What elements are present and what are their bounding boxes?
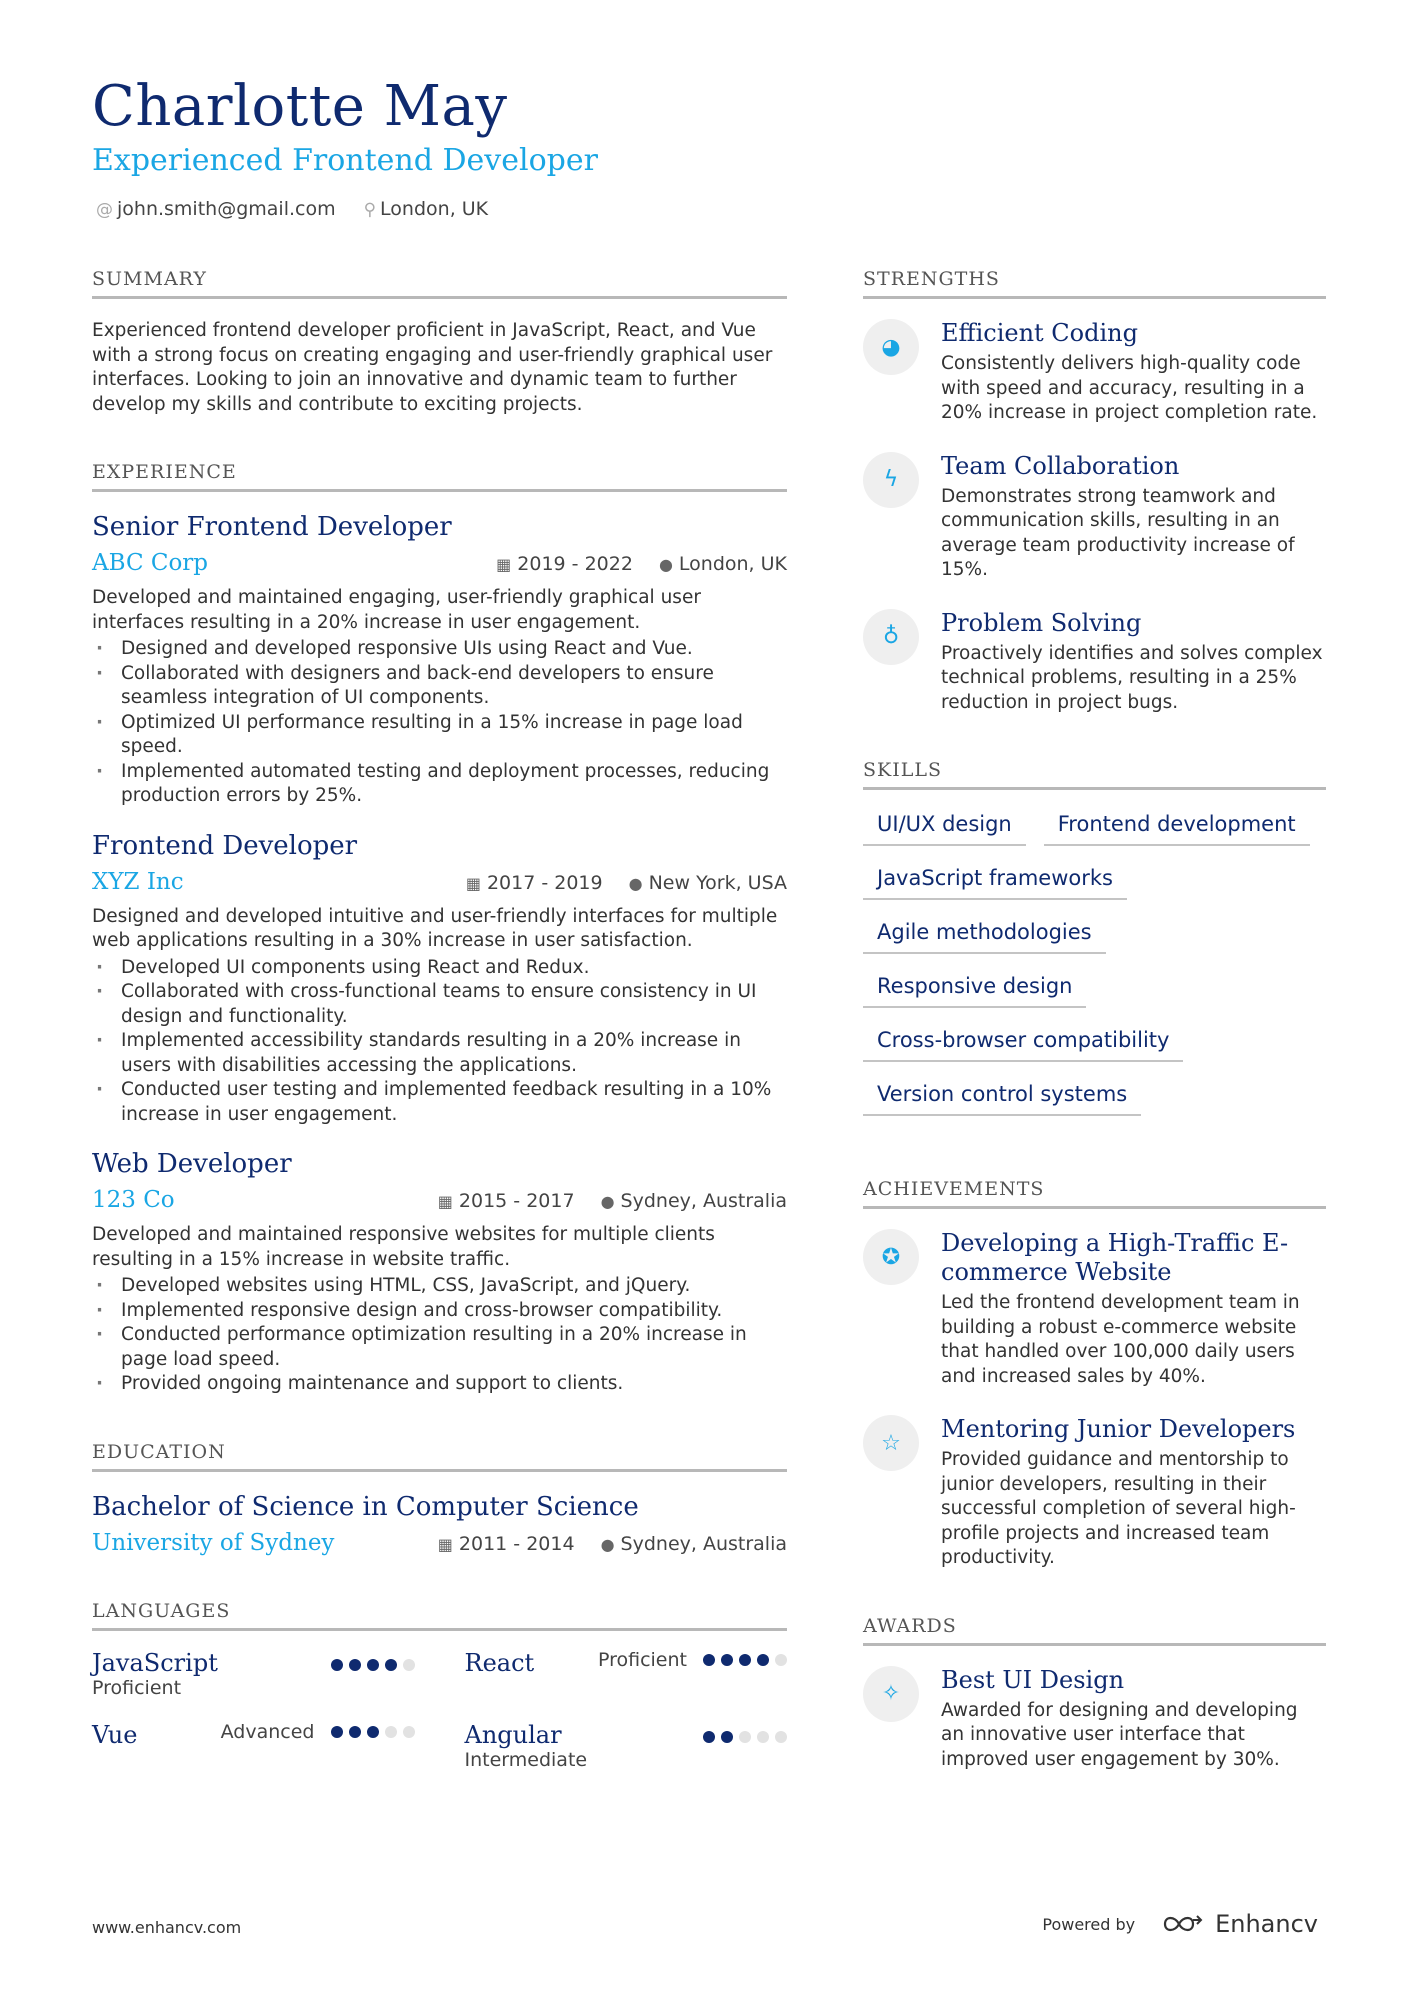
skill-tag: Version control systems [863, 1082, 1141, 1116]
location-pin-icon: ● [600, 1534, 615, 1554]
strength-text: Consistently delivers high-quality code with speed and accuracy, resulting in a 20% increase in project completion rate. [941, 353, 1318, 423]
job-bullet: · Optimized UI performance resulting in a 15% increase in page load speed. [92, 711, 787, 760]
achievement-body [941, 1229, 1326, 1389]
rating-dot-empty [757, 1731, 769, 1743]
star-icon: ☆ [863, 1415, 919, 1471]
job-location-wrap [659, 553, 787, 575]
rating-dot-filled [349, 1659, 361, 1671]
language-name: Angular [464, 1720, 562, 1749]
edu-location-wrap [601, 1533, 787, 1555]
job-bullet: · Developed websites using HTML, CSS, JavaScript, and jQuery. [92, 1274, 787, 1299]
education-section [92, 1441, 787, 1556]
job-bullet: · Implemented responsive design and cross-browser compatibility. [92, 1299, 787, 1324]
languages-heading: LANGUAGES [92, 1600, 787, 1631]
job-meta-row [92, 869, 787, 895]
rating-dot-filled [721, 1654, 733, 1666]
skill-tag: Cross-browser compatibility [863, 1028, 1183, 1062]
skill-tag: Agile methodologies [863, 920, 1106, 954]
job-meta-row [92, 1187, 787, 1213]
strength-title: Problem Solving [941, 608, 1142, 637]
location-pin-icon: ● [658, 555, 673, 574]
skills-list [863, 812, 1326, 1116]
location-pin-icon: ⚲ [363, 200, 377, 220]
job-title: Web Developer [92, 1149, 292, 1179]
awards-section [863, 1615, 1326, 1773]
achievement-text: Provided guidance and mentorship to junior developers, resulting in their successful completion of several high-profile projects and increased team productivity. [941, 1449, 1296, 1568]
education-dates: 2011 - 2014 [458, 1532, 575, 1555]
job-meta-row [92, 550, 787, 576]
calendar-icon: ▦ [465, 873, 481, 893]
candidate-name: Charlotte May [92, 74, 508, 139]
skill-tag: UI/UX design [863, 812, 1026, 846]
rating-dot-filled [385, 1659, 397, 1671]
language-level: Proficient [92, 1676, 182, 1699]
job-description: Developed and maintained engaging, user-friendly graphical user interfaces resulting in a 20% increase in user engagement. [92, 587, 701, 633]
skills-section [863, 759, 1326, 1116]
job-dates-wrap [438, 1190, 575, 1212]
job-entry [92, 512, 787, 809]
job-title: Frontend Developer [92, 830, 358, 861]
achievement-body [941, 1415, 1326, 1571]
job-bullet: · Collaborated with designers and back-end developers to ensure seamless integration of UI components. [92, 662, 787, 711]
job-description: Designed and developed intuitive and user-friendly interfaces for multiple web applications resulting in a 30% increase in user satisfaction. [92, 905, 778, 951]
language-level: Advanced [220, 1720, 315, 1743]
enhancv-logo-icon [1161, 1912, 1205, 1936]
language-item [465, 1649, 788, 1699]
strength-card [863, 609, 1326, 716]
right-column [863, 268, 1326, 1772]
summary-text: Experienced frontend developer proficient in JavaScript, React, and Vue with a strong focus on creating engaging and user-friendly graphical user interfaces. Looking to join an innovative and dynamic team to further develop my skills and contribute to exciting projects. [92, 320, 773, 415]
job-bullets [92, 1274, 787, 1397]
education-degree: Bachelor of Science in Computer Science [92, 1491, 639, 1522]
experience-heading: EXPERIENCE [92, 461, 787, 492]
candidate-role: Experienced Frontend Developer [92, 143, 598, 178]
job-meta [496, 553, 787, 575]
award-text: Awarded for designing and developing an innovative user interface that improved user engagement by 30%. [941, 1699, 1298, 1770]
rating-dot-filled [367, 1726, 379, 1738]
job-meta [466, 872, 787, 894]
job-dates: 2015 - 2017 [458, 1190, 575, 1212]
language-rating [331, 1659, 415, 1671]
language-name: JavaScript [92, 1648, 218, 1677]
brain-icon: ◕ [863, 319, 919, 375]
rating-dot-filled [721, 1731, 733, 1743]
brand-logo[interactable] [1161, 1910, 1318, 1938]
achievement-card [863, 1229, 1326, 1389]
job-description: Developed and maintained responsive websites for multiple clients resulting in a 15% increase in website traffic. [92, 1224, 715, 1270]
award-card [863, 1666, 1326, 1773]
calendar-icon: ▦ [437, 1192, 453, 1211]
achievement-title: Mentoring Junior Developers [941, 1415, 1296, 1443]
left-column [92, 268, 787, 1771]
job-bullet: · Implemented automated testing and deployment processes, reducing production errors by 25%. [92, 760, 787, 809]
rating-dot-empty [739, 1731, 751, 1743]
award-body [941, 1666, 1326, 1773]
at-icon: @ [96, 200, 113, 220]
award-title: Best UI Design [941, 1665, 1125, 1694]
skill-tag: Frontend development [1044, 812, 1310, 846]
footer-branding [1042, 1910, 1318, 1938]
contact-location [364, 198, 489, 220]
job-meta [438, 1190, 787, 1212]
edu-dates-wrap [438, 1533, 575, 1555]
language-rating [703, 1731, 787, 1743]
footer-website[interactable]: www.enhancv.com [92, 1918, 242, 1937]
skills-heading: SKILLS [863, 759, 1326, 790]
rating-dot-filled [703, 1654, 715, 1666]
calendar-icon: ▦ [437, 1534, 453, 1554]
rating-dot-empty [403, 1659, 415, 1671]
achievements-heading: ACHIEVEMENTS [863, 1178, 1326, 1209]
rating-dot-empty [385, 1726, 397, 1738]
job-bullet: · Conducted user testing and implemented feedback resulting in a 10% increase in user engagement. [92, 1078, 787, 1127]
company-name: 123 Co [92, 1187, 175, 1213]
rating-dot-empty [775, 1731, 787, 1743]
strength-body [941, 609, 1326, 716]
job-bullet: · Implemented accessibility standards resulting in a 20% increase in users with disabilities accessing the applications. [92, 1029, 787, 1078]
achievements-section [863, 1178, 1326, 1571]
education-school: University of Sydney [92, 1529, 335, 1556]
job-bullets [92, 637, 787, 809]
job-bullet: · Developed UI components using React and Redux. [92, 956, 787, 981]
job-bullets [92, 956, 787, 1128]
education-meta [438, 1533, 787, 1555]
language-inline [598, 1649, 787, 1671]
rating-dot-empty [403, 1726, 415, 1738]
job-dates: 2017 - 2019 [486, 871, 603, 894]
job-location-wrap [601, 1190, 787, 1212]
company-name: XYZ Inc [92, 868, 184, 895]
language-level: Intermediate [464, 1748, 588, 1771]
location-text: London, UK [380, 198, 489, 220]
contact-row [96, 198, 488, 220]
language-name: Vue [92, 1720, 138, 1749]
rating-dot-filled [331, 1726, 343, 1738]
rating-dot-filled [757, 1654, 769, 1666]
location-pin-icon: ● [600, 1192, 615, 1211]
job-bullet: · Conducted performance optimization resulting in a 20% increase in page load speed. [92, 1323, 787, 1372]
job-bullet: · Provided ongoing maintenance and support to clients. [92, 1372, 787, 1397]
awards-heading: AWARDS [863, 1615, 1326, 1646]
brand-name: Enhancv [1215, 1910, 1318, 1938]
language-name: React [464, 1648, 535, 1677]
calendar-icon: ▦ [496, 555, 512, 574]
strength-text: Proactively identifies and solves complex technical problems, resulting in a 25% reduction in project bugs. [941, 642, 1323, 713]
job-location: London, UK [678, 553, 787, 575]
language-inline [221, 1721, 415, 1743]
language-level: Proficient [597, 1648, 687, 1671]
strength-title: Efficient Coding [941, 319, 1138, 347]
achievement-text: Led the frontend development team in building a robust e-commerce website that handled over 100,000 daily users and increased sales by 40%. [941, 1292, 1300, 1387]
rating-dot-filled [739, 1654, 751, 1666]
rating-dot-filled [367, 1659, 379, 1671]
education-heading: EDUCATION [92, 1441, 787, 1472]
job-entry [92, 1149, 787, 1397]
strength-body [941, 319, 1326, 426]
job-location-wrap [629, 872, 787, 894]
company-name: ABC Corp [92, 550, 209, 576]
skill-tag: JavaScript frameworks [863, 866, 1127, 900]
job-dates: 2019 - 2022 [517, 553, 633, 575]
strengths-heading: STRENGTHS [863, 268, 1326, 299]
rating-dot-filled [349, 1726, 361, 1738]
language-item [92, 1721, 415, 1771]
lightbulb-icon: ♁ [863, 609, 919, 665]
education-location: Sydney, Australia [620, 1532, 787, 1555]
lightning-icon: ϟ [863, 452, 919, 508]
job-location: New York, USA [648, 871, 787, 894]
strength-title: Team Collaboration [941, 451, 1180, 480]
language-rating [703, 1654, 787, 1666]
language-item [92, 1649, 415, 1699]
rating-dot-empty [775, 1654, 787, 1666]
language-item [465, 1721, 788, 1771]
language-info [465, 1721, 588, 1771]
strengths-section [863, 268, 1326, 715]
summary-section [92, 268, 787, 417]
strength-card [863, 452, 1326, 583]
rating-dot-filled [331, 1659, 343, 1671]
job-bullet: · Collaborated with cross-functional teams to ensure consistency in UI design and functionality. [92, 980, 787, 1029]
language-rating [331, 1726, 415, 1738]
email-text: john.smith@gmail.com [117, 198, 336, 220]
location-pin-icon: ● [628, 873, 643, 893]
strength-card [863, 319, 1326, 426]
language-info [92, 1649, 218, 1699]
powered-by-text: Powered by [1042, 1914, 1136, 1934]
job-title: Senior Frontend Developer [92, 512, 452, 542]
strength-text: Demonstrates strong teamwork and communication skills, resulting in an average team productivity increase of 15%. [941, 485, 1295, 580]
rating-dot-filled [703, 1731, 715, 1743]
strength-body [941, 452, 1326, 583]
achievement-card [863, 1415, 1326, 1571]
languages-grid [92, 1649, 787, 1771]
education-meta-row [92, 1530, 787, 1556]
skill-tag: Responsive design [863, 974, 1086, 1008]
contact-email[interactable] [96, 198, 336, 220]
achievement-title: Developing a High-Traffic E-commerce Website [941, 1229, 1289, 1286]
job-location: Sydney, Australia [620, 1190, 787, 1212]
job-dates-wrap [496, 553, 633, 575]
experience-section [92, 461, 787, 1397]
summary-heading: SUMMARY [92, 268, 787, 299]
job-entry [92, 831, 787, 1128]
wand-icon: ✧ [863, 1666, 919, 1722]
languages-section [92, 1600, 787, 1771]
job-dates-wrap [466, 872, 603, 894]
medal-icon: ✪ [863, 1229, 919, 1285]
job-bullet: · Designed and developed responsive UIs using React and Vue. [92, 637, 787, 662]
